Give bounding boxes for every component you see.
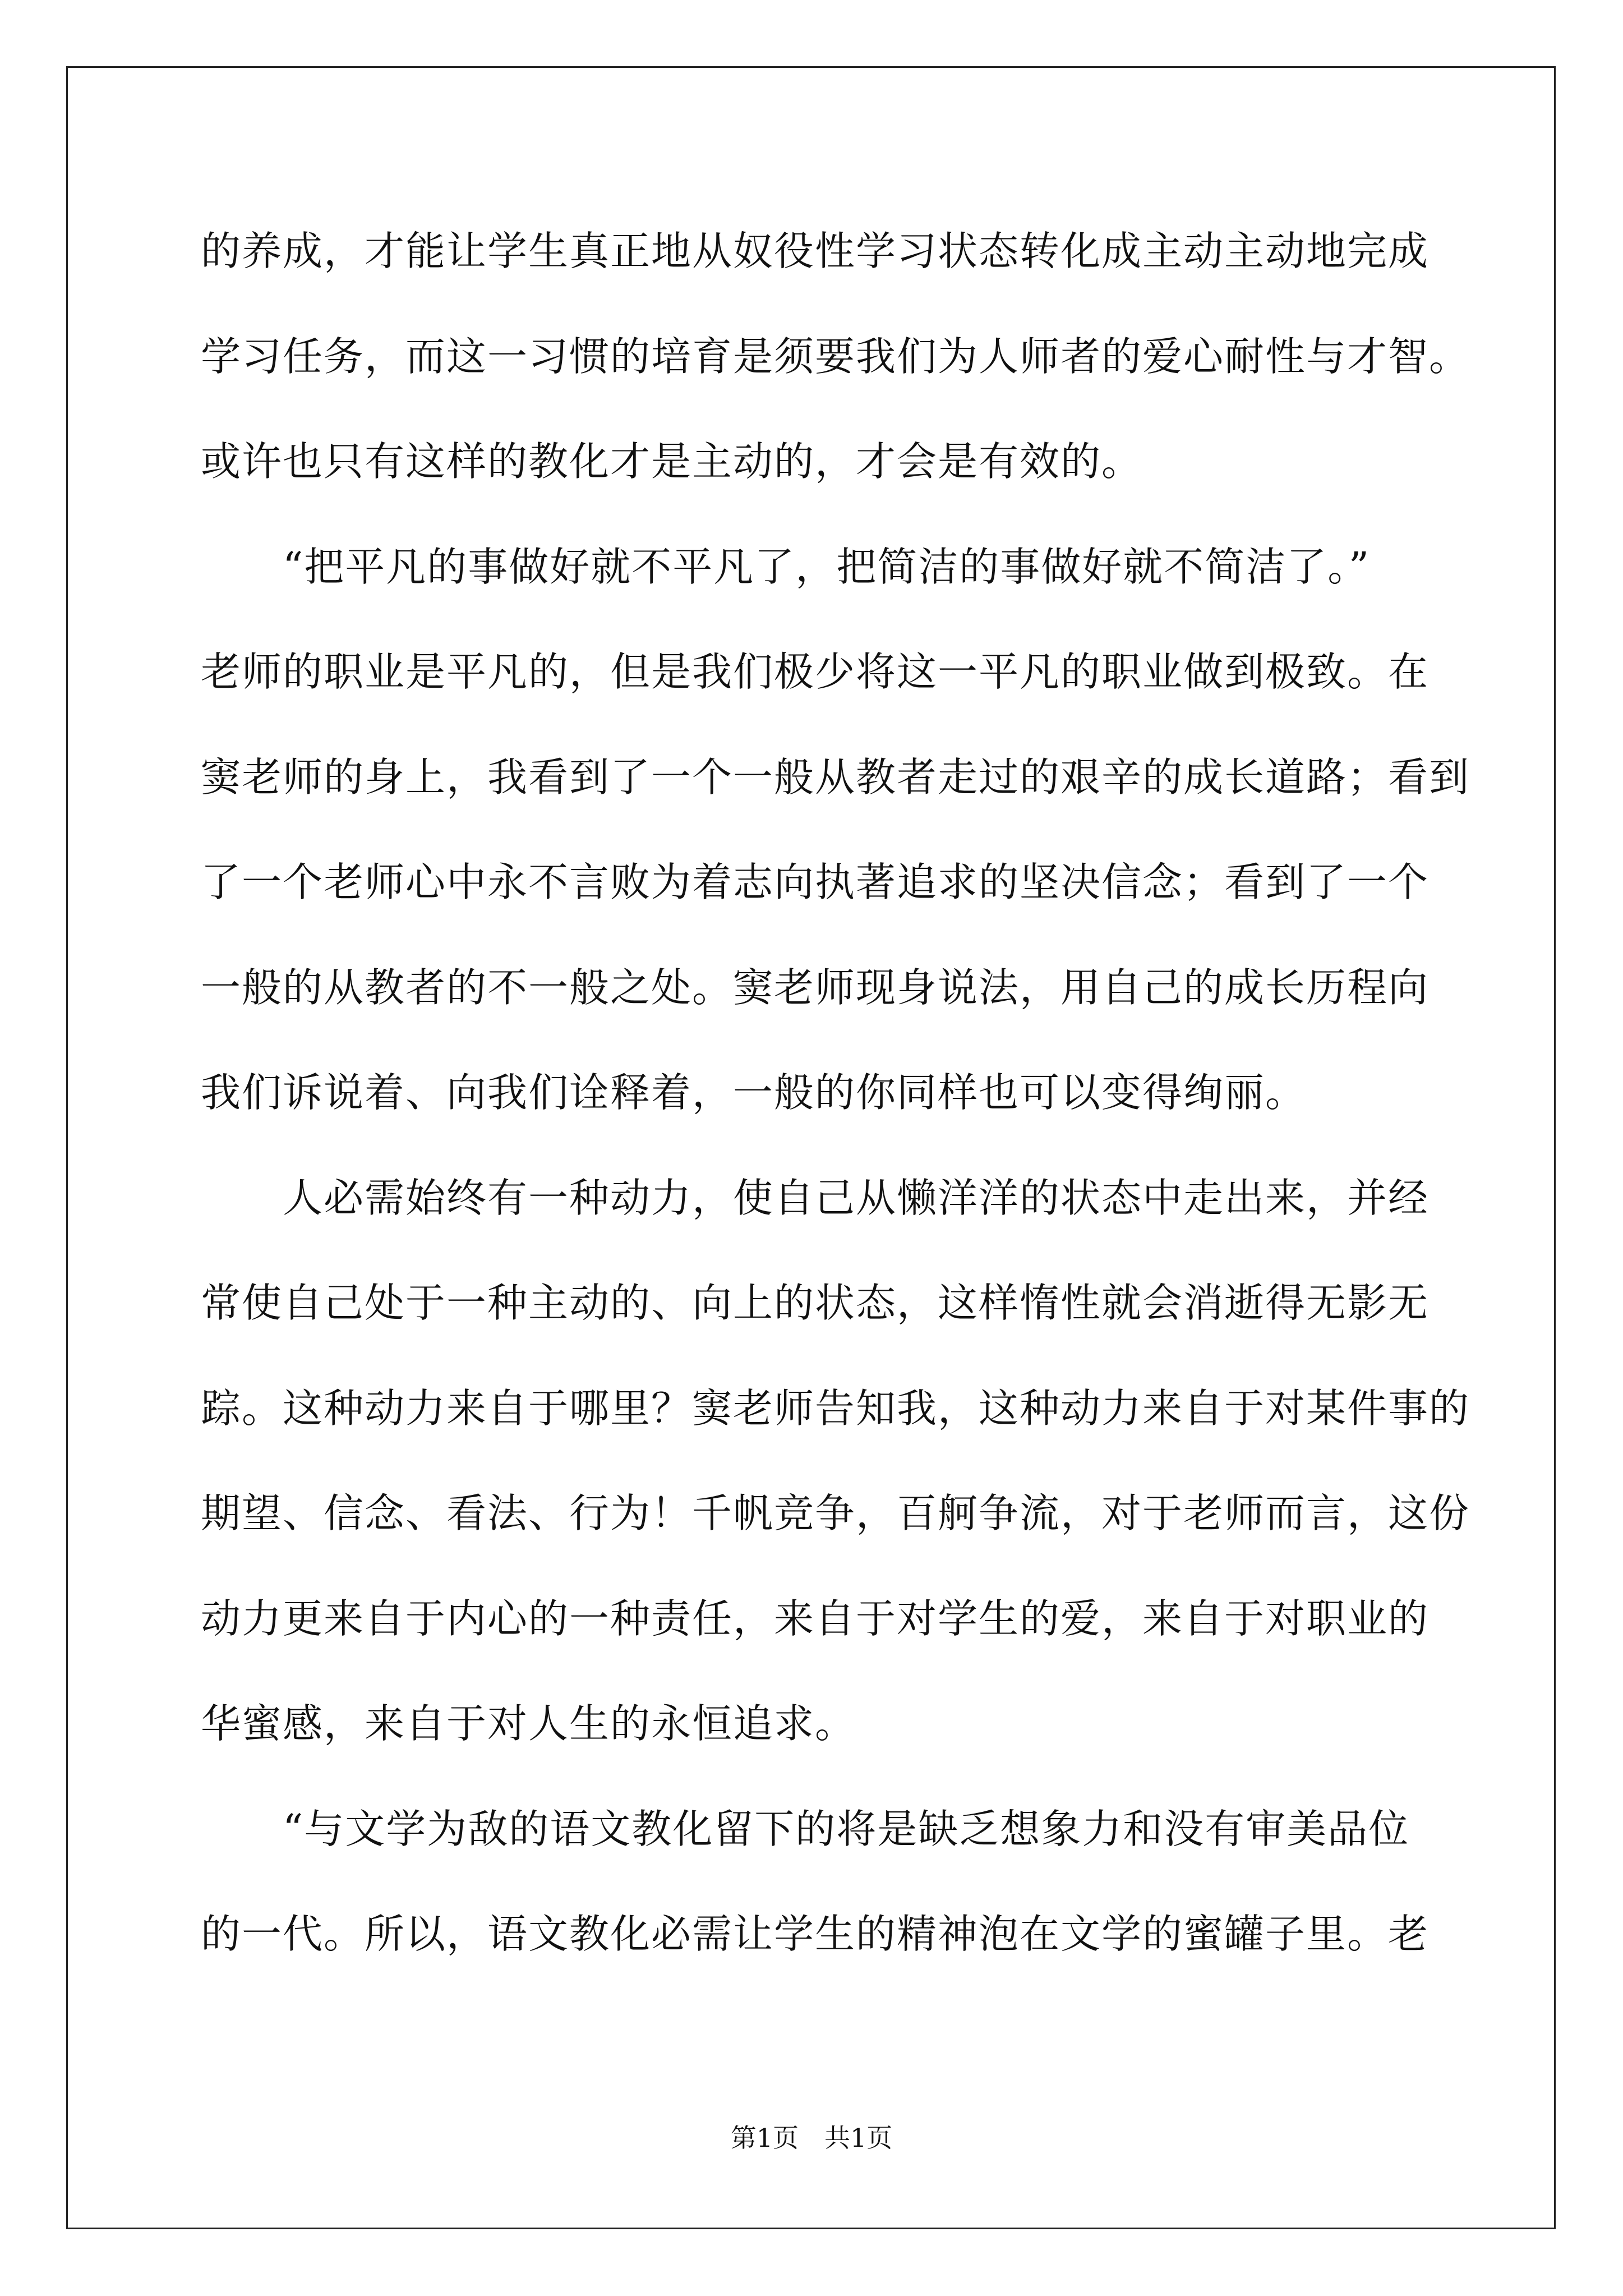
- text-line: 华蜜感，来自于对人生的永恒追求。: [201, 1700, 856, 1747]
- text-line: 窦老师的身上，我看到了一个一般从教者走过的艰辛的成长道路；看到: [201, 754, 1470, 800]
- text-line: 踪。这种动力来自于哪里？窦老师告知我，这种动力来自于对某件事的: [201, 1385, 1470, 1432]
- page-border: [66, 66, 1556, 2229]
- text-line: 常使自己处于一种主动的、向上的状态，这样惰性就会消逝得无影无: [201, 1280, 1430, 1326]
- text-line: 了一个老师心中永不言败为着志向执著追求的坚决信念；看到了一个: [201, 859, 1430, 905]
- text-line: 或许也只有这样的教化才是主动的，才会是有效的。: [201, 438, 1143, 485]
- text-line: 的一代。所以，语文教化必需让学生的精神泡在文学的蜜罐子里。老: [201, 1911, 1430, 1957]
- text-line: 动力更来自于内心的一种责任，来自于对学生的爱，来自于对职业的: [201, 1595, 1430, 1642]
- page-footer: 第1页 共1页: [730, 2123, 893, 2153]
- text-line: “与文学为敌的语文教化留下的将是缺乏想象力和没有审美品位: [201, 1806, 1410, 1852]
- text-line: 老师的职业是平凡的，但是我们极少将这一平凡的职业做到极致。在: [201, 648, 1430, 695]
- text-line: 人必需始终有一种动力，使自己从懒洋洋的状态中走出来，并经: [201, 1175, 1430, 1221]
- text-line: 期望、信念、看法、行为！千帆竞争，百舸争流，对于老师而言，这份: [201, 1490, 1470, 1536]
- text-line: 学习任务，而这一习惯的培育是须要我们为人师者的爱心耐性与才智。: [201, 333, 1470, 380]
- text-line: 一般的从教者的不一般之处。窦老师现身说法，用自己的成长历程向: [201, 964, 1430, 1011]
- text-line: 的养成，才能让学生真正地从奴役性学习状态转化成主动主动地完成: [201, 228, 1430, 274]
- text-line: 我们诉说着、向我们诠释着，一般的你同样也可以变得绚丽。: [201, 1069, 1307, 1116]
- text-line: “把平凡的事做好就不平凡了，把简洁的事做好就不简洁了。”: [201, 544, 1371, 590]
